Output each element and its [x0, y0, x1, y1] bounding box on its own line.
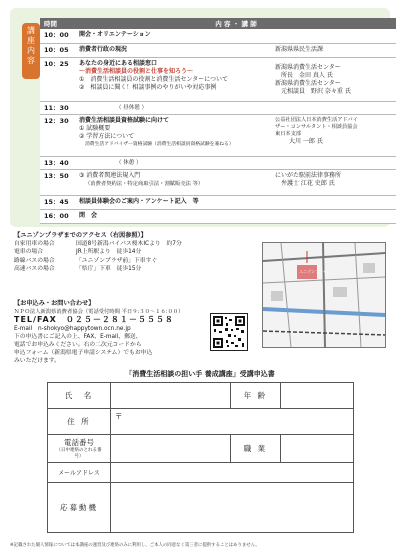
section-label-char: 講: [27, 26, 35, 35]
contact-title: 【お申込み・お問い合わせ】: [14, 300, 95, 307]
speaker-name: 所長 金田 真人 氏: [281, 71, 333, 79]
row-content: 消費者行政の現況: [76, 43, 272, 57]
session-title: 消費生活相談員資格試験に向けて: [79, 116, 170, 124]
row-speaker: 新潟県県民生活課: [272, 43, 396, 57]
row-content: [76, 169, 272, 195]
speaker-name: 弁護士 江花 史郎 氏: [281, 179, 335, 187]
row-time: 12：30: [40, 114, 76, 156]
speaker-org: 新潟県消費生活センター: [275, 63, 341, 71]
speaker-name: 大川 一郎 氏: [289, 137, 323, 145]
row-speaker: [272, 169, 396, 195]
row-time: 10：00: [40, 29, 76, 43]
motive-field[interactable]: [111, 483, 354, 533]
session-item: ② 学習方法について: [79, 132, 135, 140]
contact-text: 下の申込書にご記入の上、FAX、E-mail、郵送、: [14, 333, 142, 340]
row-content: 相談員体験会のご案内・アンケート記入 等: [76, 195, 396, 209]
contact-text: みいただけます。: [14, 358, 60, 365]
privacy-note: ※記載された個人情報については本講座の運営及び連絡のみに利用し、ご本人の同意なく第三者に提供することはありません。: [10, 543, 260, 548]
access-mode: 電車の場合: [14, 249, 43, 256]
row-content: [76, 114, 272, 156]
session-item: ① 消費生活相談員の役割と消費生活センターについて: [79, 75, 229, 83]
row-time: 13：40: [40, 156, 76, 169]
postal-mark: 〒: [115, 412, 123, 421]
section-label-tab: [22, 23, 40, 79]
contact-info: [14, 300, 214, 366]
access-title: 【ユニゾンプラザまでのアクセス（右図参照）】: [14, 232, 147, 239]
address-label: 住 所: [48, 409, 111, 435]
content-header: 内 容 ・ 講 師: [76, 18, 396, 29]
access-map: [262, 242, 386, 348]
row-content: [76, 57, 272, 101]
time-header: 時間: [40, 18, 76, 29]
table-row: [40, 43, 396, 57]
row-speaker: [272, 57, 396, 101]
access-desc: 「ユニゾンプラザ前」下車すぐ: [76, 257, 158, 264]
table-row: [40, 209, 396, 223]
table-row: [40, 29, 396, 43]
job-field[interactable]: [281, 435, 354, 463]
row-content: （ 昼休憩 ）: [76, 101, 396, 114]
motive-label: 応募動機: [48, 483, 111, 533]
access-desc: 国道8号新潟バイパス桜木ICより 約7分: [76, 241, 182, 248]
session-item: ① 試験概要: [79, 124, 111, 132]
table-row: [40, 156, 396, 169]
access-mode: 高速バスの場合: [14, 265, 55, 272]
phone-label: [48, 435, 111, 463]
row-speaker: [272, 114, 396, 156]
table-row: [40, 114, 396, 156]
name-field[interactable]: [111, 383, 231, 409]
access-info: [14, 232, 246, 273]
form-title: 「消費生活相談の担い手 養成講座」受講申込書: [125, 370, 275, 378]
contact-org: ＮＰＯ法人新潟県消費者協会（電話受付時間 平日９:３０～１６:００）: [14, 309, 184, 316]
phone-note: 号）: [74, 454, 84, 459]
address-field[interactable]: [111, 409, 354, 435]
speaker-org: 公益社団法人日本消費生活アドバイ: [275, 116, 358, 123]
job-label: 職 業: [231, 435, 281, 463]
email-label: メールアドレス: [48, 463, 111, 483]
access-mode: 自家用車の場合: [14, 241, 55, 248]
section-label-char: 座: [27, 36, 35, 45]
row-content: 閉 会: [76, 209, 396, 223]
session-subtitle: ～消費生活相談員の役割と仕事を知ろう～: [79, 67, 194, 75]
speaker-org: 新潟県消費生活センター: [275, 79, 341, 87]
age-label: 年 齢: [231, 383, 281, 409]
access-desc: 「県庁」下車 徒歩15分: [76, 265, 142, 272]
qr-code-icon: [211, 314, 247, 350]
row-content: （ 休憩 ）: [76, 156, 396, 169]
map-illustration: [263, 243, 385, 347]
contact-tel[interactable]: TEL/FAX ０２５－２８１－５５５８: [14, 315, 174, 325]
access-row: [14, 240, 246, 248]
qr-code[interactable]: [210, 313, 248, 351]
speaker-org: ザー・コンサルタント・相談員協会: [275, 123, 358, 130]
table-row: [40, 57, 396, 101]
row-time: 10：05: [40, 43, 76, 57]
row-time: 16：00: [40, 209, 76, 223]
table-row: [40, 101, 396, 114]
row-time: 15：45: [40, 195, 76, 209]
access-mode: 路線バスの場合: [14, 257, 55, 264]
speaker-org: にいがた駅前法律事務所: [275, 171, 342, 179]
row-content: 開会・オリエンテーション: [76, 29, 396, 43]
speaker-org: 東日本支部: [275, 130, 301, 137]
session-title: ③ 消費者関連法規入門: [79, 171, 141, 179]
schedule-section: [10, 8, 390, 227]
schedule-table: [40, 18, 396, 224]
phone-note: （日中連絡のとれる番: [56, 448, 102, 453]
access-row: [14, 265, 246, 273]
application-form: [47, 382, 354, 533]
row-time: 13：50: [40, 169, 76, 195]
session-item: ② 相談員に聞く！相談事例のやりがいや対応事例: [79, 83, 217, 91]
phone-label-text: 電話番号: [64, 438, 94, 447]
access-row: [14, 257, 246, 265]
age-field[interactable]: [281, 383, 354, 409]
table-row: [40, 195, 396, 209]
contact-email[interactable]: E-mail n-shokyo@happytown.ocn.ne.jp: [14, 325, 131, 332]
table-row: [40, 169, 396, 195]
map-label: ユニゾンプラザ: [299, 269, 327, 274]
row-time: 10：25: [40, 57, 76, 101]
phone-field[interactable]: [111, 435, 231, 463]
name-label: 氏 名: [48, 383, 111, 409]
row-time: 11：30: [40, 101, 76, 114]
session-item: 消費生活アドバイザー資格試験（消費生活相談員資格試験を兼ねる）: [85, 141, 234, 147]
section-label-char: 容: [27, 56, 35, 65]
section-label-char: 内: [27, 46, 35, 55]
contact-text: 申込フォーム（新潟県電子申請システム）でもお申込: [14, 350, 153, 357]
email-field[interactable]: [111, 463, 354, 483]
access-desc: JR上所駅より 徒歩14分: [76, 249, 142, 256]
session-title: あなたの身近にある相談窓口: [79, 59, 158, 67]
contact-text: 電話でお申込みください。右の二次元コードから: [14, 342, 142, 349]
session-item: （消費者契約法・特定商取引法・割賦販売法 等）: [85, 180, 204, 187]
access-row: [14, 248, 246, 256]
speaker-name: 元相談員 野沢 奈々重 氏: [281, 87, 351, 95]
